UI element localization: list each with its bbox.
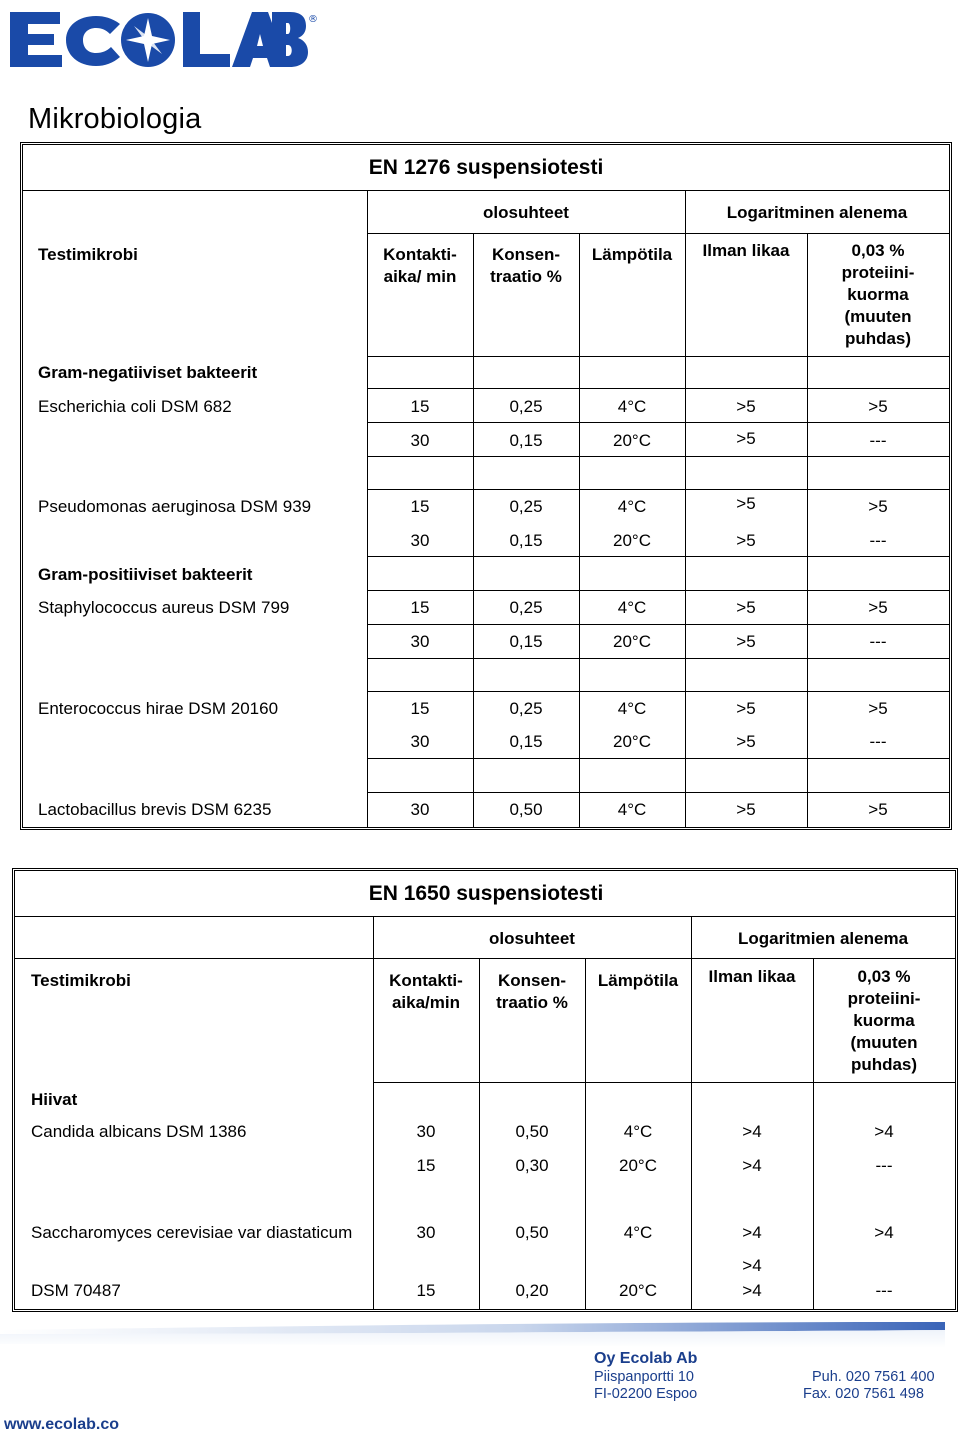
- conditions-header: olosuhteet: [489, 929, 575, 948]
- footer-street: Piispanportti 10: [594, 1369, 694, 1385]
- log-reduction-header: Logaritminen alenema: [726, 203, 908, 222]
- cell-contact: 15: [410, 699, 430, 718]
- cell-conc: 0,25: [509, 497, 543, 516]
- footer-fax: Fax. 020 7561 498: [803, 1386, 924, 1402]
- table-row-organism: Staphylococcus aureus DSM 799: [38, 598, 290, 617]
- svg-text:®: ®: [308, 14, 318, 25]
- log-reduction-header: Logaritmien alenema: [737, 929, 909, 948]
- table-row-organism: DSM 70487: [31, 1281, 121, 1300]
- cell-temp: 4°C: [617, 598, 647, 617]
- table-row-organism: Saccharomyces cerevisiae var diastaticum: [31, 1223, 353, 1242]
- cell-dirty: ---: [875, 1156, 893, 1175]
- cell-temp: 20°C: [613, 632, 651, 651]
- cell-clean: >5: [736, 632, 756, 651]
- section-gram-positive: Gram-positiiviset bakteerit: [38, 565, 253, 584]
- cell-temp: 4°C: [617, 800, 647, 819]
- section-gram-negative: Gram-negatiiviset bakteerit: [38, 363, 258, 382]
- cell-clean: >5: [736, 531, 756, 550]
- table-row-organism: Lactobacillus brevis DSM 6235: [38, 800, 272, 819]
- table-row-organism: Pseudomonas aeruginosa DSM 939: [38, 497, 312, 516]
- cell-temp: 20°C: [619, 1281, 657, 1300]
- cell-contact: 15: [416, 1281, 436, 1300]
- cell-contact: 30: [410, 732, 430, 751]
- col-concentration: Konsen-traatio %: [496, 971, 568, 1012]
- cell-temp: 20°C: [613, 531, 651, 550]
- footer-website-link[interactable]: www.ecolab.co: [4, 1416, 119, 1433]
- cell-conc: 0,50: [515, 1223, 549, 1242]
- section-yeasts: Hiivat: [31, 1090, 78, 1109]
- cell-contact: 30: [416, 1223, 436, 1242]
- cell-temp: 4°C: [617, 497, 647, 516]
- cell-conc: 0,25: [509, 598, 543, 617]
- cell-clean: >5: [736, 598, 756, 617]
- cell-dirty: >4: [874, 1223, 894, 1242]
- cell-temp: 20°C: [613, 431, 651, 450]
- cell-clean: >5: [736, 732, 756, 751]
- col-without-soil: Ilman likaa: [708, 967, 796, 986]
- cell-clean: >5: [736, 699, 756, 718]
- cell-contact: 30: [410, 531, 430, 550]
- cell-clean: >4: [742, 1156, 762, 1175]
- cell-temp: 4°C: [623, 1223, 653, 1242]
- cell-clean: >4: [742, 1281, 762, 1300]
- cell-conc: 0,50: [515, 1122, 549, 1141]
- cell-dirty: >5: [868, 699, 888, 718]
- cell-conc: 0,25: [509, 699, 543, 718]
- col-contact-time: Kontakti-aika/ min: [383, 245, 457, 286]
- col-organism: Testimikrobi: [38, 245, 138, 264]
- cell-dirty: >5: [868, 598, 888, 617]
- table1-title: EN 1276 suspensiotesti: [368, 156, 604, 179]
- cell-contact: 30: [410, 632, 430, 651]
- col-concentration: Konsen-traatio %: [490, 245, 562, 286]
- col-without-soil: Ilman likaa: [702, 241, 790, 260]
- page-title: Mikrobiologia: [28, 103, 202, 135]
- cell-dirty: >4: [874, 1122, 894, 1141]
- cell-temp: 4°C: [617, 397, 647, 416]
- cell-contact: 30: [416, 1122, 436, 1141]
- cell-dirty: ---: [869, 632, 887, 651]
- cell-dirty: ---: [869, 531, 887, 550]
- cell-conc: 0,15: [509, 632, 543, 651]
- footer-phone: Puh. 020 7561 400: [812, 1369, 935, 1385]
- col-contact-time: Kontakti-aika/min: [389, 971, 463, 1012]
- col-protein-load: 0,03 % proteiini-kuorma (muuten puhdas): [847, 967, 921, 1074]
- cell-contact: 30: [410, 800, 430, 819]
- table-row-organism: Escherichia coli DSM 682: [38, 397, 232, 416]
- cell-contact: 15: [410, 497, 430, 516]
- cell-dirty: ---: [875, 1281, 893, 1300]
- cell-dirty: ---: [869, 431, 887, 450]
- conditions-header: olosuhteet: [483, 203, 569, 222]
- cell-conc: 0,50: [509, 800, 543, 819]
- table-row-organism: Enterococcus hirae DSM 20160: [38, 699, 279, 718]
- ecolab-logo: [8, 8, 318, 70]
- cell-conc: 0,15: [509, 431, 543, 450]
- cell-dirty: >5: [868, 497, 888, 516]
- cell-contact: 15: [416, 1156, 436, 1175]
- col-temperature: Lämpötila: [597, 971, 679, 990]
- cell-conc: 0,15: [509, 531, 543, 550]
- col-temperature: Lämpötila: [591, 245, 673, 264]
- cell-temp: 4°C: [623, 1122, 653, 1141]
- cell-conc: 0,25: [509, 397, 543, 416]
- cell-contact: 15: [410, 397, 430, 416]
- footer-city: FI-02200 Espoo: [594, 1386, 698, 1402]
- cell-contact: 30: [410, 431, 430, 450]
- cell-clean: >5: [736, 800, 756, 819]
- cell-clean: >4: [742, 1122, 762, 1141]
- cell-temp: 20°C: [613, 732, 651, 751]
- cell-clean: >5: [736, 429, 756, 448]
- col-protein-load: 0,03 % proteiini-kuorma (muuten puhdas): [841, 241, 915, 348]
- cell-clean: >5: [736, 494, 756, 513]
- table2-title: EN 1650 suspensiotesti: [368, 882, 604, 905]
- cell-temp: 4°C: [617, 699, 647, 718]
- cell-temp: 20°C: [619, 1156, 657, 1175]
- cell-conc: 0,20: [515, 1281, 549, 1300]
- table-row-organism: Candida albicans DSM 1386: [31, 1122, 247, 1141]
- cell-dirty: ---: [869, 732, 887, 751]
- cell-conc: 0,30: [515, 1156, 549, 1175]
- cell-clean: >4: [742, 1223, 762, 1242]
- col-organism: Testimikrobi: [31, 971, 131, 990]
- cell-clean: >5: [736, 397, 756, 416]
- cell-conc: 0,15: [509, 732, 543, 751]
- cell-dirty: >5: [868, 397, 888, 416]
- cell-clean: >4: [742, 1256, 762, 1275]
- footer-company: Oy Ecolab Ab: [594, 1350, 698, 1367]
- cell-dirty: >5: [868, 800, 888, 819]
- cell-contact: 15: [410, 598, 430, 617]
